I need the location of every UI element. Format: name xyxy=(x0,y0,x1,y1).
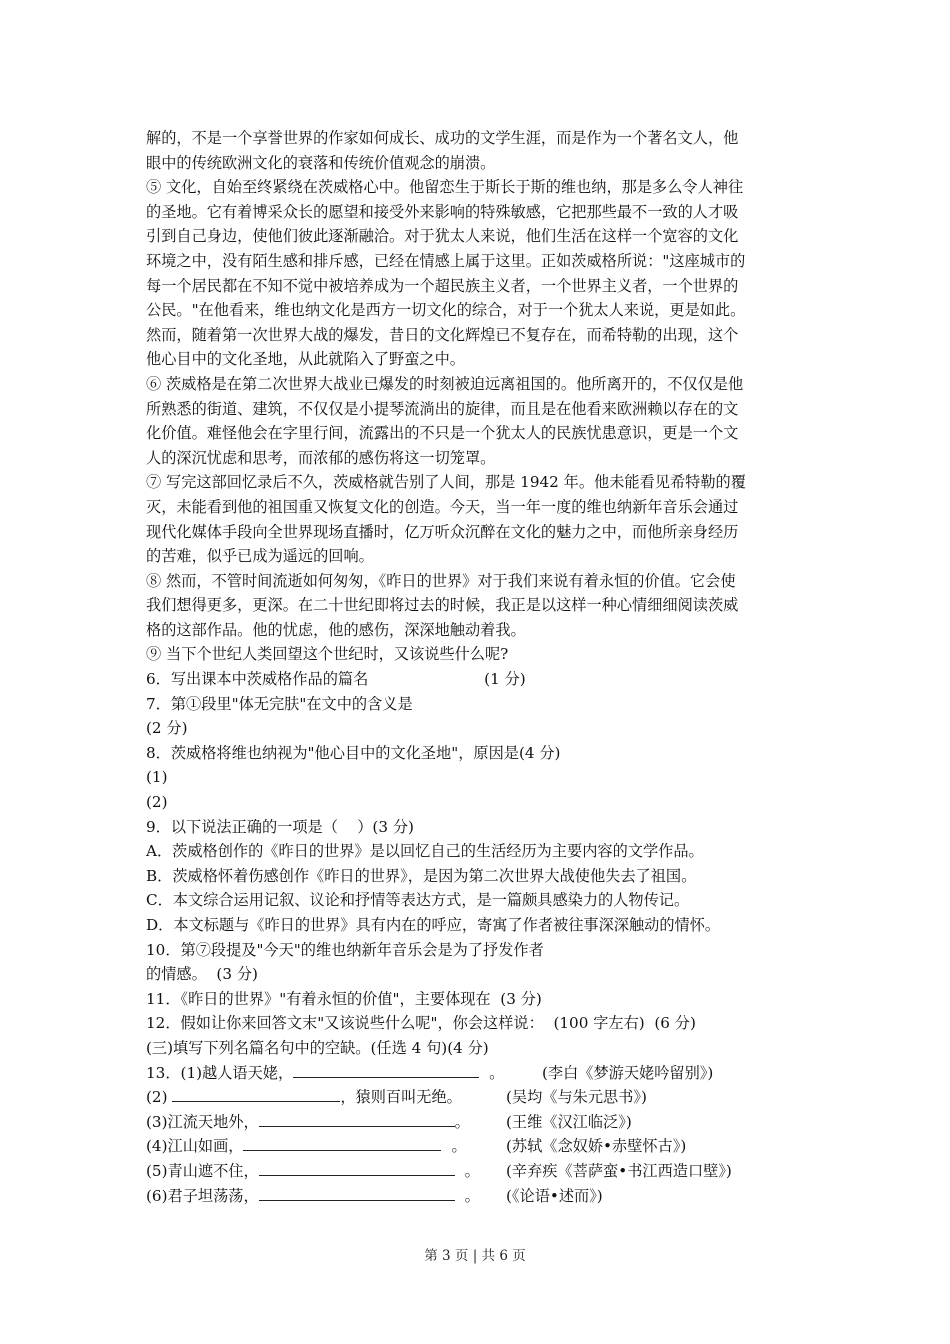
source-citation: (王维《汉江临泛》) xyxy=(506,1112,632,1131)
answer-blank[interactable] xyxy=(259,1160,455,1176)
option-line: C．本文综合运用记叙、议论和抒情等表达方式，是一篇颇具感染力的人物传记。 xyxy=(146,891,690,910)
text-line: 化价值。难怪他会在字里行间，流露出的不只是一个犹太人的民族忧患意识，更是一个文 xyxy=(146,424,739,443)
fill-suffix: 。 xyxy=(454,1112,470,1131)
text-line: 我们想得更多，更深。在二十世纪即将过去的时候，我正是以这样一种心情细细阅读茨威 xyxy=(146,596,739,615)
text-line: 格的这部作品。他的忧虑，他的感伤，深深地触动着我。 xyxy=(146,620,526,639)
text-line: 人的深沉忧虑和思考，而浓郁的感伤将这一切笼罩。 xyxy=(146,448,496,467)
source-citation: (李白《梦游天姥吟留别》) xyxy=(542,1063,714,1082)
fill-suffix: 。 xyxy=(464,1186,480,1205)
text-line: 每一个居民都在不知不觉中被培养成为一个超民族主义者，一个世界主义者，一个世界的 xyxy=(146,276,739,295)
fill-item xyxy=(146,1061,814,1086)
text-line: 引到自己身边，使他们彼此逐渐融洽。对于犹太人来说，他们生活在这样一个宽容的文化 xyxy=(146,227,739,246)
text-line: 然而，随着第一次世界大战的爆发，昔日的文化辉煌已不复存在，而希特勒的出现，这个 xyxy=(146,325,739,344)
fill-suffix: 。 xyxy=(464,1161,480,1180)
fill-item xyxy=(146,1159,814,1184)
answer-blank[interactable] xyxy=(172,1086,340,1102)
fill-prefix: (3)江流天地外， xyxy=(146,1112,259,1131)
text-line: 他心目中的文化圣地，从此就陷入了野蛮之中。 xyxy=(146,350,465,369)
document-body xyxy=(146,126,814,1208)
question-line: (2 分) xyxy=(146,719,188,738)
source-citation: (苏轼《念奴娇•赤壁怀古》) xyxy=(506,1137,687,1156)
source-citation: (《论语•述而》) xyxy=(506,1186,603,1205)
question-line: 10．第⑦段提及"今天"的维也纳新年音乐会是为了抒发作者 xyxy=(146,940,544,959)
option-line: A．茨威格创作的《昨日的世界》是以回忆自己的生活经历为主要内容的文学作品。 xyxy=(146,842,704,861)
fill-prefix: (2) xyxy=(146,1088,173,1107)
fill-item xyxy=(146,1184,814,1209)
fill-prefix: (6)君子坦荡荡， xyxy=(146,1186,259,1205)
question-line: 12．假如让你来回答文末"又该说些什么呢"，你会这样说： (100 字左右) (6 分) xyxy=(146,1014,696,1033)
text-line: 的苦难，似乎已成为遥远的回响。 xyxy=(146,547,374,566)
question-line: (2) xyxy=(146,793,168,812)
questions xyxy=(146,667,814,1061)
fill-item xyxy=(146,1085,814,1110)
fill-prefix: 13．(1)越人语天姥， xyxy=(146,1063,294,1082)
answer-blank[interactable] xyxy=(243,1135,441,1151)
answer-blank[interactable] xyxy=(293,1062,479,1078)
section-heading: (三)填写下列名篇名句中的空缺。(任选 4 句)(4 分) xyxy=(146,1038,489,1057)
fill-item xyxy=(146,1134,814,1159)
question-line: 6．写出课本中茨威格作品的篇名 (1 分) xyxy=(146,670,526,689)
fill-suffix: 。 xyxy=(451,1137,467,1156)
fill-item xyxy=(146,1110,814,1135)
text-line: ⑨ 当下个世纪人类回望这个世纪时，又该说些什么呢? xyxy=(146,645,509,664)
text-line: ⑧ 然而，不管时间流逝如何匆匆，《昨日的世界》对于我们来说有着永恒的价值。它会使 xyxy=(146,571,736,590)
option-line: B．茨威格怀着伤感创作《昨日的世界》，是因为第二次世界大战使他失去了祖国。 xyxy=(146,866,697,885)
passage xyxy=(146,126,814,667)
text-line: 现代化媒体手段向全世界现场直播时，亿万听众沉醉在文化的魅力之中，而他所亲身经历 xyxy=(146,522,739,541)
text-line: 所熟悉的街道、建筑，不仅仅是小提琴流淌出的旋律，而且是在他看来欧洲赖以存在的文 xyxy=(146,399,739,418)
option-line: D．本文标题与《昨日的世界》具有内在的呼应，寄寓了作者被往事深深触动的情怀。 xyxy=(146,916,721,934)
text-line: 的圣地。它有着博采众长的愿望和接受外来影响的特殊敏感，它把那些最不一致的人才吸 xyxy=(146,202,739,221)
question-line: 的情感。 (3 分) xyxy=(146,965,258,984)
answer-blank[interactable] xyxy=(259,1185,455,1201)
text-line: 灭，未能看到他的祖国重又恢复文化的创造。今天，当一年一度的维也纳新年音乐会通过 xyxy=(146,497,739,516)
fill-in-blanks xyxy=(146,1061,814,1209)
text-line: 解的，不是一个享誉世界的作家如何成长、成功的文学生涯，而是作为一个著名文人，他 xyxy=(146,129,739,147)
fill-prefix: (5)青山遮不住， xyxy=(146,1161,259,1180)
page-footer: 第 3 页 | 共 6 页 xyxy=(424,1248,526,1264)
text-line: 公民。"在他看来，维也纳文化是西方一切文化的综合，对于一个犹太人来说，更是如此。 xyxy=(146,301,746,320)
source-citation: (吴均《与朱元思书》) xyxy=(506,1088,647,1107)
text-line: ⑤ 文化，自始至终紧绕在茨威格心中。他留恋生于斯长于斯的维也纳，那是多么令人神往 xyxy=(146,178,744,197)
fill-prefix: (4)江山如画， xyxy=(146,1137,244,1156)
question-line: 8．茨威格将维也纳视为"他心目中的文化圣地"，原因是(4 分) xyxy=(146,743,561,762)
question-line: 9．以下说法正确的一项是（ ）(3 分) xyxy=(146,817,414,836)
question-line: (1) xyxy=(146,768,168,787)
text-line: 环境之中，没有陌生感和排斥感，已经在情感上属于这里。正如茨威格所说："这座城市的 xyxy=(146,251,746,270)
question-line: 7．第①段里"体无完肤"在文中的含义是 xyxy=(146,694,413,713)
question-line: 11．《昨日的世界》"有着永恒的价值"，主要体现在 (3 分) xyxy=(146,989,542,1008)
source-citation: (辛弃疾《菩萨蛮•书江西造口壁》) xyxy=(506,1161,732,1180)
text-line: ⑦ 写完这部回忆录后不久，茨威格就告别了人间，那是 1942 年。他未能看见希特勒的覆 xyxy=(146,473,746,492)
text-line: ⑥ 茨威格是在第二次世界大战业已爆发的时刻被迫远离祖国的。他所离开的，不仅仅是他 xyxy=(146,374,744,393)
answer-blank[interactable] xyxy=(259,1111,455,1127)
text-line: 眼中的传统欧洲文化的衰落和传统价值观念的崩溃。 xyxy=(146,153,496,172)
fill-suffix: ，猿则百叫无绝。 xyxy=(340,1088,462,1107)
fill-suffix: 。 xyxy=(489,1063,505,1082)
